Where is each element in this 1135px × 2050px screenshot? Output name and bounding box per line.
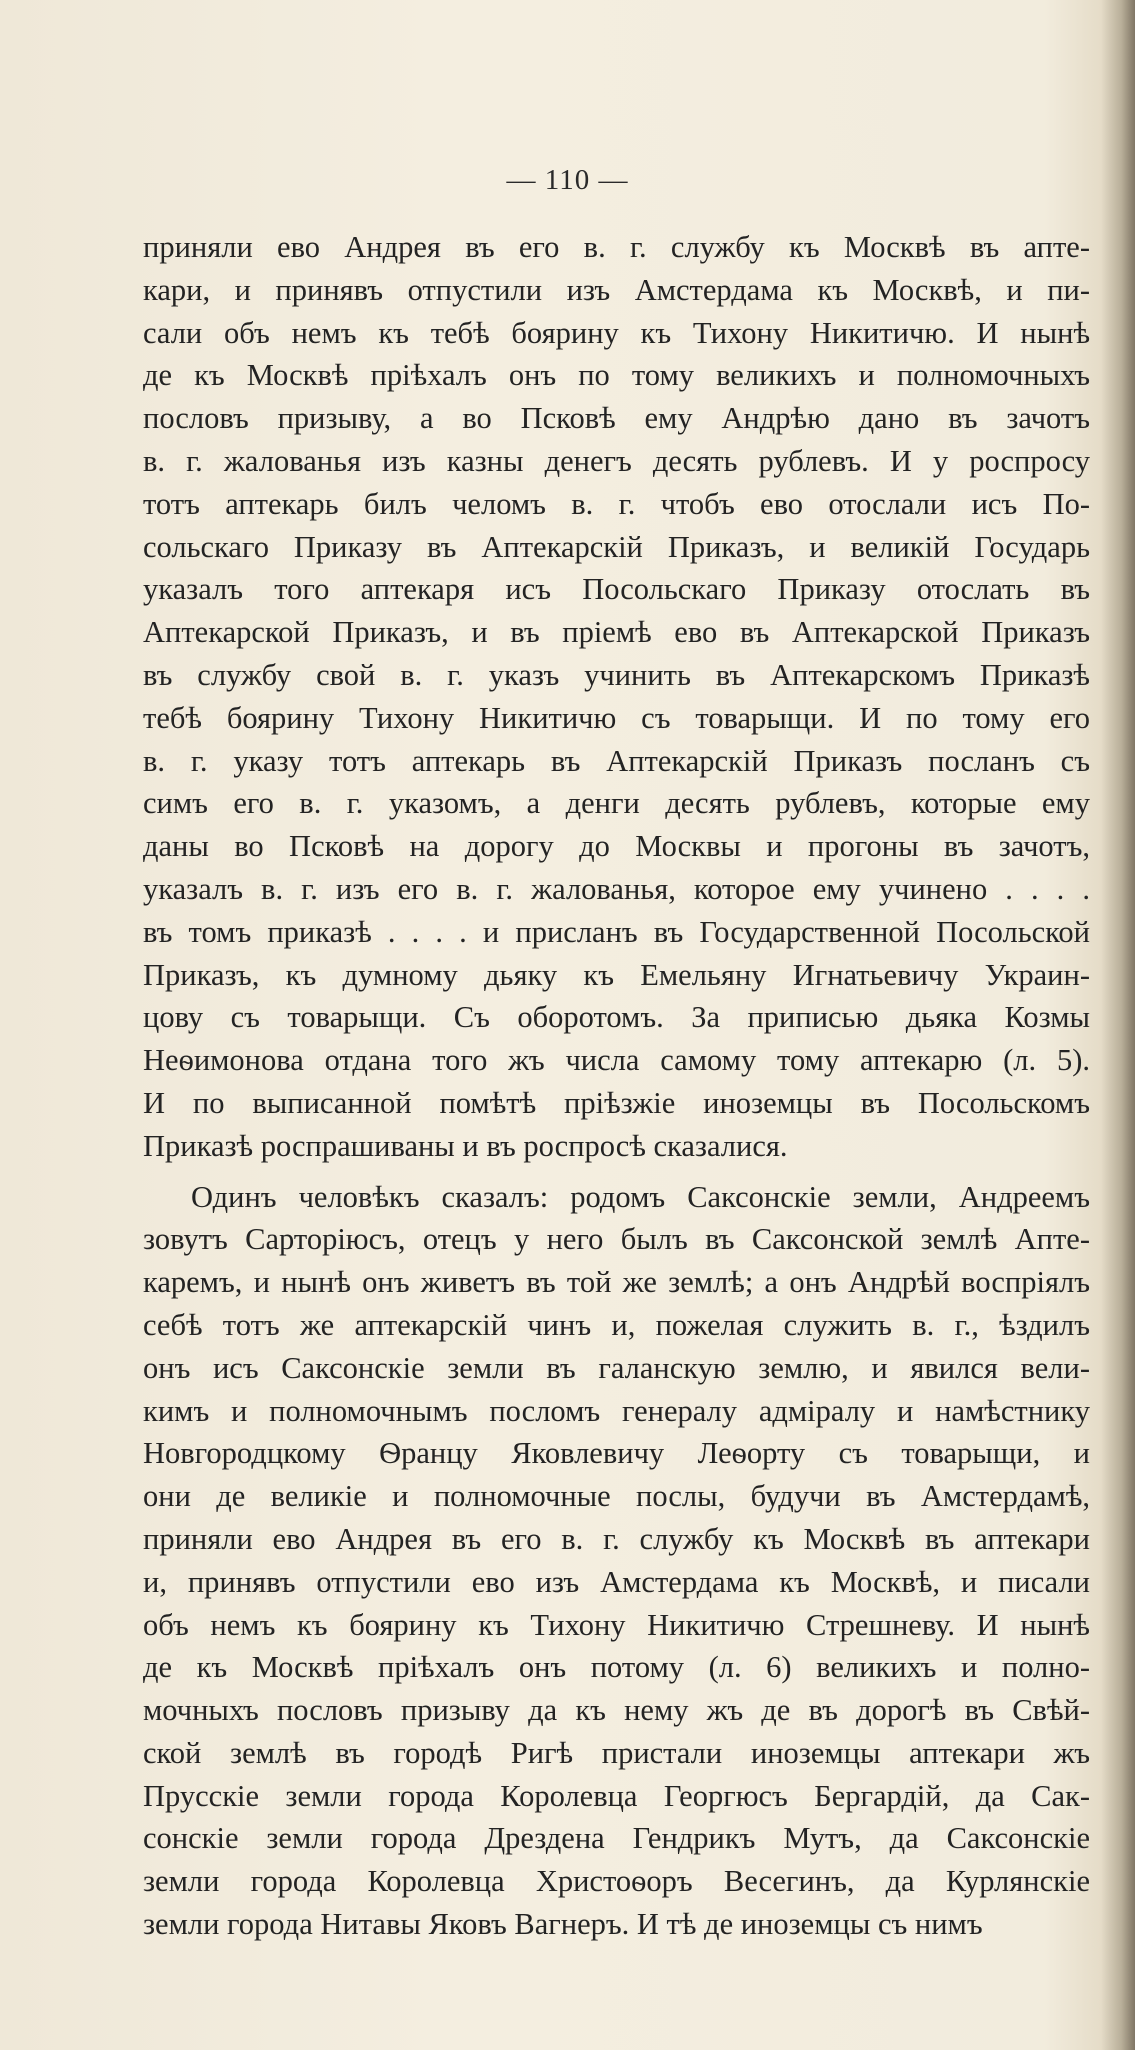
text-line: сольскаго Приказу въ Аптекарскій Приказъ, и великій Государь: [143, 529, 1090, 564]
text-line: цову съ товарыщи. Съ оборотомъ. За приписью дьяка Козмы: [143, 1000, 1090, 1035]
text-line: приняли ево Андрея въ его в. г. службу къ Москвѣ въ аптекари: [143, 1521, 1090, 1556]
text-line: симъ его в. г. указомъ, а денги десять рублевъ, которые ему: [143, 786, 1090, 821]
text-line: и, принявъ отпустили ево изъ Амстердама къ Москвѣ, и писали: [143, 1564, 1090, 1599]
page-edge-shadow: [1101, 0, 1135, 2050]
text-line: Новгородцкому Ѳранцу Яковлевичу Леѳорту съ товарыщи, и: [143, 1436, 1090, 1471]
paragraph: [143, 1176, 1090, 1946]
text-line: сали объ немъ къ тебѣ боярину къ Тихону Никитичю. И нынѣ: [143, 315, 1090, 350]
text-line: указалъ того аптекаря исъ Посольскаго Приказу отослать въ: [143, 572, 1090, 607]
text-line: тотъ аптекарь билъ челомъ в. г. чтобъ ево отослали исъ По-: [143, 486, 1090, 521]
text-line: въ службу свой в. г. указъ учинить въ Аптекарскомъ Приказѣ: [143, 657, 1090, 692]
text-line: себѣ тотъ же аптекарскій чинъ и, пожелая служить в. г., ѣздилъ: [143, 1307, 1090, 1342]
text-line: пословъ призыву, а во Псковѣ ему Андрѣю дано въ зачотъ: [143, 401, 1090, 436]
text-line: Аптекарской Приказъ, и въ пріемѣ ево въ Аптекарской Приказъ: [143, 615, 1090, 650]
text-line: приняли ево Андрея въ его в. г. службу къ Москвѣ въ апте-: [143, 230, 1090, 264]
text-line: тебѣ боярину Тихону Никитичю съ товарыщи. И по тому его: [143, 700, 1090, 735]
text-line: Приказъ, къ думному дьяку къ Емельяну Игнатьевичу Украин-: [143, 957, 1090, 992]
paragraph-gap: [143, 1168, 1090, 1176]
text-line: Одинъ человѣкъ сказалъ: родомъ Саксонскіе земли, Андреемъ: [191, 1179, 1090, 1214]
text-line: в. г. жалованья изъ казны денегъ десять рублевъ. И у роспросу: [143, 443, 1090, 478]
text-line: онъ исъ Саксонскіе земли въ галанскую землю, и явился вели-: [143, 1350, 1090, 1385]
text-line: в. г. указу тотъ аптекарь въ Аптекарскій Приказъ посланъ съ: [143, 743, 1090, 778]
text-line: они де великіе и полномочные послы, будучи въ Амстердамѣ,: [143, 1479, 1090, 1514]
text-line: Приказѣ роспрашиваны и въ роспросѣ сказалися.: [143, 1128, 788, 1163]
text-line: И по выписанной помѣтѣ пріѣзжіе иноземцы въ Посольскомъ: [143, 1085, 1090, 1120]
text-line: Неѳимонова отдана того жъ числа самому тому аптекарю (л. 5).: [143, 1043, 1090, 1078]
text-line: земли города Нитавы Яковъ Вагнеръ. И тѣ де иноземцы съ нимъ: [143, 1907, 983, 1942]
text-line: сонскіе земли города Дрездена Гендрикъ Мутъ, да Саксонскіе: [143, 1821, 1090, 1856]
paragraph: [143, 226, 1090, 1168]
text-line: кари, и принявъ отпустили изъ Амстердама къ Москвѣ, и пи-: [143, 272, 1090, 307]
text-line: объ немъ къ боярину къ Тихону Никитичю Стрешневу. И нынѣ: [143, 1607, 1090, 1642]
page-number: — 110 —: [506, 164, 629, 196]
text-line: указалъ в. г. изъ его в. г. жалованья, которое ему учинено . . . .: [143, 871, 1090, 906]
text-line: зовутъ Сарторіюсъ, отецъ у него былъ въ Саксонской землѣ Апте-: [143, 1222, 1090, 1257]
text-line: де къ Москвѣ пріѣхалъ онъ потому (л. 6) великихъ и полно-: [143, 1650, 1090, 1685]
text-line: мочныхъ пословъ призыву да къ нему жъ де въ дорогѣ въ Свѣй-: [143, 1693, 1090, 1728]
text-line: ской землѣ въ городѣ Ригѣ пристали иноземцы аптекари жъ: [143, 1735, 1090, 1770]
text-line: де къ Москвѣ пріѣхалъ онъ по тому великихъ и полномочныхъ: [143, 358, 1090, 393]
text-line: въ томъ приказѣ . . . . и присланъ въ Государственной Посольской: [143, 914, 1090, 949]
text-line: кимъ и полномочнымъ посломъ генералу адміралу и намѣстнику: [143, 1393, 1090, 1428]
body-text: [143, 226, 1090, 1946]
text-line: земли города Королевца Христоѳоръ Весегинъ, да Курлянскіе: [143, 1864, 1090, 1899]
text-line: каремъ, и нынѣ онъ живетъ въ той же землѣ; а онъ Андрѣй воспріялъ: [143, 1265, 1090, 1300]
text-line: Прусскіе земли города Королевца Георгюсъ Бергардій, да Сак-: [143, 1778, 1090, 1813]
text-line: даны во Псковѣ на дорогу до Москвы и прогоны въ зачотъ,: [143, 829, 1090, 864]
